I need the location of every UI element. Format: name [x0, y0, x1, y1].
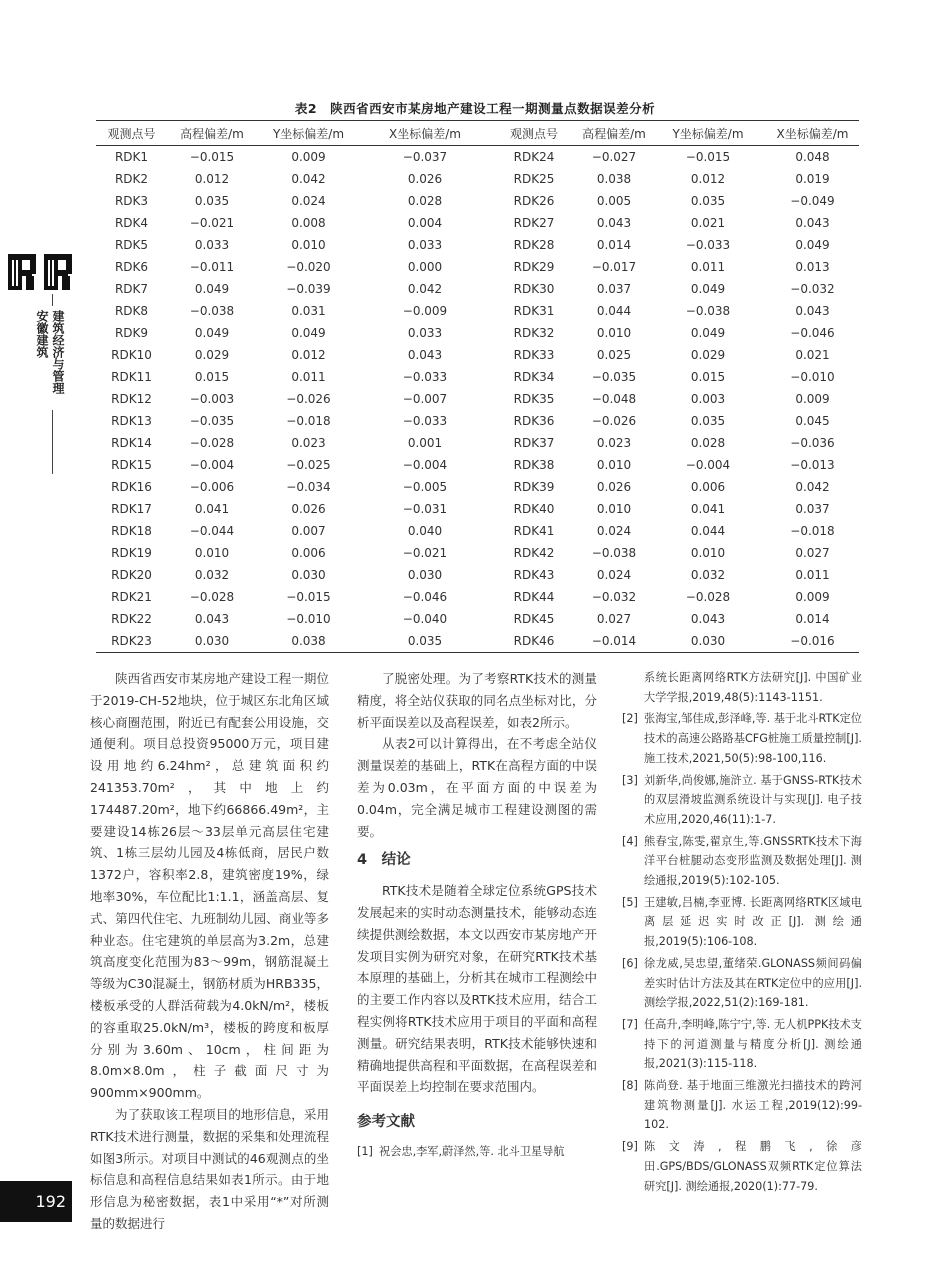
table-cell: −0.028 [685, 590, 731, 604]
table-header-cell: X坐标偏差/m [360, 121, 490, 146]
table-cell: 0.032 [194, 568, 230, 582]
table-cell: −0.014 [578, 630, 650, 653]
table-cell: −0.046 [402, 590, 448, 604]
reference-number: [8] [622, 1079, 638, 1093]
table-cell: RDK20 [111, 568, 152, 582]
side-divider-bottom [52, 410, 53, 474]
table-cell: −0.005 [402, 480, 448, 494]
reference-number: [2] [622, 712, 638, 726]
table-cell: RDK17 [111, 502, 152, 516]
table-cell: −0.049 [790, 194, 835, 208]
table-cell: RDK13 [111, 414, 152, 428]
table-cell: 0.030 [407, 568, 443, 582]
table-cell: 0.045 [795, 414, 830, 428]
table-cell: 0.049 [795, 238, 830, 252]
table-cell: 0.038 [596, 172, 632, 186]
table-cell: RDK36 [513, 414, 555, 428]
side-divider-top [52, 294, 53, 306]
table-cell: RDK35 [513, 392, 555, 406]
table-cell: −0.032 [790, 282, 835, 296]
table-header-cell: 高程偏差/m [578, 121, 650, 146]
journal-logo [4, 250, 76, 294]
table-cell: −0.036 [790, 436, 835, 450]
table-row [96, 212, 859, 234]
table-cell: 0.028 [407, 194, 443, 208]
table-cell: 0.035 [360, 630, 490, 653]
table-row [96, 344, 859, 366]
table-cell: 0.044 [690, 524, 726, 538]
reference-item [622, 1137, 862, 1196]
table-cell: RDK10 [111, 348, 152, 362]
table-cell: −0.020 [286, 260, 331, 274]
table-cell: −0.026 [286, 392, 331, 406]
table-cell: −0.015 [286, 590, 331, 604]
table-row [96, 498, 859, 520]
table-cell: −0.048 [591, 392, 637, 406]
table-cell: −0.039 [286, 282, 331, 296]
table-cell: RDK25 [513, 172, 555, 186]
table-cell: 0.038 [257, 630, 360, 653]
table-cell: 0.011 [291, 370, 326, 384]
table-cell: 0.010 [596, 502, 632, 516]
reference-item [622, 954, 862, 1013]
table-cell: 0.043 [596, 216, 632, 230]
table-cell: −0.018 [286, 414, 331, 428]
table-cell: 0.021 [690, 216, 726, 230]
table-cell: 0.011 [690, 260, 726, 274]
table-cell: 0.030 [167, 630, 257, 653]
table-cell: −0.028 [189, 590, 235, 604]
table-cell: RDK1 [114, 150, 149, 164]
table-cell: 0.006 [690, 480, 726, 494]
table-cell: RDK24 [513, 150, 555, 164]
table-cell: 0.009 [795, 590, 830, 604]
table-cell: RDK33 [513, 348, 555, 362]
table-cell: 0.027 [795, 546, 830, 560]
table-cell: 0.027 [596, 612, 632, 626]
table-cell: RDK16 [111, 480, 152, 494]
table-cell: RDK21 [111, 590, 152, 604]
table-cell: −0.032 [591, 590, 637, 604]
error-result-paragraph: 从表2可以计算得出，在不考虑全站仪测量误差的基础上，RTK在高程方面的中误差为0.03m，在平面方面的中误差为0.04m，完全满足城市工程建设测图的需要。 [357, 736, 597, 839]
table-cell: RDK28 [513, 238, 555, 252]
table-body [96, 146, 859, 653]
table-cell: 0.028 [690, 436, 726, 450]
table-cell: RDK9 [114, 326, 149, 340]
table-row [96, 168, 859, 190]
table-cell: −0.035 [591, 370, 637, 384]
table-cell: −0.035 [189, 414, 235, 428]
table-cell: 0.030 [291, 568, 326, 582]
table-cell: −0.034 [286, 480, 331, 494]
table-cell: RDK18 [111, 524, 152, 538]
table-cell: RDK8 [114, 304, 149, 318]
reference-item [622, 832, 862, 891]
table-row [96, 432, 859, 454]
table-cell: 0.010 [291, 238, 326, 252]
reference-text: 王建敏,吕楠,李亚博. 长距离网络RTK区域电离层延迟实时改正[J]. 测绘通报,2019(5):106-108. [644, 895, 862, 949]
table-cell: 0.024 [291, 194, 326, 208]
table-cell: −0.031 [402, 502, 448, 516]
table-cell: 0.037 [795, 502, 830, 516]
table-cell: −0.021 [189, 216, 235, 230]
table-cell: 0.026 [407, 172, 443, 186]
table-cell: 0.026 [291, 502, 326, 516]
journal-name-vertical [34, 310, 66, 394]
table-cell: RDK41 [513, 524, 555, 538]
table-cell: 0.029 [690, 348, 726, 362]
table-cell: −0.016 [766, 630, 859, 653]
table-cell: 0.043 [795, 304, 830, 318]
table-cell: 0.025 [596, 348, 632, 362]
table-cell: RDK22 [111, 612, 152, 626]
table-cell: 0.049 [690, 326, 726, 340]
table-cell: 0.012 [690, 172, 726, 186]
table-cell: 0.043 [194, 612, 230, 626]
table-cell: −0.004 [685, 458, 731, 472]
table-cell: 0.040 [407, 524, 443, 538]
conclusion-paragraph: RTK技术是随着全球定位系统GPS技术发展起来的实时动态测量技术，能够动态连续提供测绘数据，本文以西安市某房地产开发项目实例为研究对象，在研究RTK技术基本原理的基础上，分析其在城市工程测绘中的主要工作内容以及RTK技术应用，结合工程实例将RTK技术应用于项目的平面和高程测量。研究结果表明，RTK技术能够快速和精确地提供高程和平面数据，在高程误差和平面误差上均控制在要求范围内。 [357, 883, 597, 1095]
table-cell: RDK12 [111, 392, 152, 406]
table-row [96, 234, 859, 256]
table-cell: −0.011 [189, 260, 235, 274]
table-cell: −0.033 [402, 414, 448, 428]
table-cell: 0.042 [795, 480, 830, 494]
table-cell: RDK37 [513, 436, 555, 450]
reference-item [622, 1076, 862, 1135]
table-header-cell: Y坐标偏差/m [650, 121, 766, 146]
table-cell: 0.037 [596, 282, 632, 296]
reference-item-continued [622, 668, 862, 707]
table-cell: 0.042 [407, 282, 443, 296]
table-cell: 0.032 [690, 568, 726, 582]
table-cell: −0.015 [189, 150, 235, 164]
table-cell: RDK45 [513, 612, 555, 626]
table-cell: RDK38 [513, 458, 555, 472]
table-cell: RDK30 [513, 282, 555, 296]
journal-section-name: 建筑经济与管理 [51, 310, 65, 394]
table-cell: 0.009 [291, 150, 326, 164]
page-number: 192 [0, 1181, 72, 1222]
table-cell: 0.000 [407, 260, 443, 274]
table-cell: 0.042 [291, 172, 326, 186]
table-cell: 0.010 [194, 546, 230, 560]
table-row [96, 300, 859, 322]
table-cell: −0.040 [402, 612, 448, 626]
table-cell: RDK2 [114, 172, 149, 186]
table-cell: 0.019 [795, 172, 830, 186]
reference-text: 陈尚登. 基于地面三维激光扫描技术的跨河建筑物测量[J]. 水运工程,2019(12):99-102. [644, 1079, 862, 1132]
table-cell: 0.014 [596, 238, 632, 252]
table-cell: 0.010 [596, 458, 632, 472]
project-description-paragraph: 陕西省西安市某房地产建设工程一期位于2019-CH-52地块，位于城区东北角区域核心商圈范围，附近已有配套公用设施，交通便利。项目总投资95000万元，项目建设用地约6.24hm²，总建筑面积约241353.70m²，其中地上约174487.20m²，地下约66866.49m²，主要建设14栋26层～33层单元高层住宅建筑、1栋三层幼儿园及4栋低商，居民户数1372户，容积率2.8，建筑密度19%，绿地率30%，车位配比1:1.1，涵盖高层、复式、第四代住宅、九班制幼儿园、商业等多种业态。住宅建筑的单层高为3.2m，总建筑高度变化范围为83～99m，钢筋混凝土等级为C30混凝土，钢筋材质为HRB335，楼板承受的人群活荷载为4.0kN/m²，楼板的容重取25.0kN/m³，楼板的跨度和板厚分别为3.60m、10cm，柱间距为8.0m×8.0m，柱子截面尺寸为900mm×900mm。 [90, 671, 329, 1101]
reference-number: [1] [357, 1144, 373, 1158]
table-cell: 0.010 [596, 326, 632, 340]
table-cell: RDK6 [114, 260, 149, 274]
table-cell: 0.035 [690, 194, 726, 208]
reference-text: 祝会忠,李军,蔚泽然,等. 北斗卫星导航 [379, 1144, 565, 1158]
table-cell: 0.001 [407, 436, 443, 450]
text-column-1 [90, 668, 329, 1235]
table-cell: RDK4 [114, 216, 149, 230]
table-cell: 0.041 [194, 502, 230, 516]
table-cell: RDK11 [111, 370, 152, 384]
table-cell: 0.024 [596, 524, 632, 538]
reference-text: 任高升,李明峰,陈宁宁,等. 无人机PPK技术支持下的河道测量与精度分析[J]. 测绘通报,2021(3):115-118. [644, 1017, 862, 1071]
table-cell: −0.017 [591, 260, 637, 274]
reference-text: 徐龙威,吴忠望,董绪荣.GLONASS频间码偏差实时估计方法及其在RTK定位中的应用[J]. 测绘学报,2022,51(2):169-181. [644, 956, 862, 1010]
references-heading: 参考文献 [357, 1114, 415, 1131]
table-cell: RDK15 [111, 458, 152, 472]
rtk-method-paragraph: 为了获取该工程项目的地形信息，采用RTK技术进行测量，数据的采集和处理流程如图3所示。对项目中测试的46观测点的坐标信息和高程信息结果如表1所示。由于地形信息为秘密数据，表1中采用“*”对所测量的数据进行 [90, 1106, 329, 1231]
table-cell: −0.015 [685, 150, 731, 164]
table-cell: 0.041 [690, 502, 726, 516]
table-cell: RDK40 [513, 502, 555, 516]
table-cell: 0.011 [795, 568, 830, 582]
table-cell: −0.027 [591, 150, 637, 164]
table-cell: 0.035 [194, 194, 230, 208]
table-caption: 表2 陕西省西安市某房地产建设工程一期测量点数据误差分析 [294, 101, 656, 116]
table-cell: −0.025 [286, 458, 331, 472]
table-cell: RDK34 [513, 370, 555, 384]
table-cell: −0.010 [286, 612, 331, 626]
reference-item [622, 771, 862, 830]
table-cell: −0.026 [591, 414, 637, 428]
table-cell: 0.049 [194, 326, 230, 340]
reference-number: [4] [622, 834, 638, 848]
table-row [96, 190, 859, 212]
table-cell: −0.038 [591, 546, 637, 560]
table-row [96, 586, 859, 608]
table-cell: −0.004 [189, 458, 235, 472]
table-cell: −0.013 [790, 458, 835, 472]
table-cell: −0.009 [402, 304, 448, 318]
reference-item [622, 1015, 862, 1074]
table-cell: 0.026 [596, 480, 632, 494]
table-cell: 0.049 [690, 282, 726, 296]
table-cell: 0.033 [407, 238, 443, 252]
reference-number: [6] [622, 956, 638, 970]
table-header-cell: 观测点号 [96, 121, 167, 146]
table-cell: 0.044 [596, 304, 632, 318]
reference-item [357, 1142, 597, 1162]
table-cell: RDK44 [513, 590, 555, 604]
journal-title: 安徽建筑 [35, 310, 49, 358]
table-cell: −0.033 [402, 370, 448, 384]
table-cell: −0.006 [189, 480, 235, 494]
table-cell: RDK7 [114, 282, 149, 296]
table-cell: 0.033 [407, 326, 443, 340]
table-cell: RDK14 [111, 436, 152, 450]
conclusion-heading: 4 结论 [357, 852, 411, 869]
table-row [96, 476, 859, 498]
reference-item [622, 893, 862, 952]
table-cell: 0.010 [690, 546, 726, 560]
reference-item [622, 709, 862, 768]
table-cell: 0.006 [291, 546, 326, 560]
reference-number: [5] [622, 895, 638, 909]
table-cell: 0.009 [795, 392, 830, 406]
table-cell: 0.007 [291, 524, 326, 538]
table-cell: 0.049 [291, 326, 326, 340]
table-row [96, 388, 859, 410]
table-cell: RDK23 [96, 630, 167, 653]
reference-number: [3] [622, 773, 638, 787]
desensitize-paragraph: 了脱密处理。为了考察RTK技术的测量精度，将全站仪获取的同名点坐标对比，分析平面误差以及高程误差，如表2所示。 [357, 671, 597, 730]
table-cell: RDK39 [513, 480, 555, 494]
table-cell: 0.043 [407, 348, 443, 362]
table-header-cell: X坐标偏差/m [766, 121, 859, 146]
table-cell: RDK42 [513, 546, 555, 560]
table-row [96, 564, 859, 586]
table-cell: RDK3 [114, 194, 149, 208]
reference-text: 系统长距离网络RTK方法研究[J]. 中国矿业大学学报,2019,48(5):1143-1151. [644, 671, 862, 704]
table-cell: 0.005 [596, 194, 632, 208]
reference-number: [9] [622, 1140, 638, 1154]
table-cell: −0.037 [402, 150, 448, 164]
table-cell: RDK29 [513, 260, 555, 274]
table-cell: 0.015 [194, 370, 230, 384]
table-header-cell: Y坐标偏差/m [257, 121, 360, 146]
reference-number: [7] [622, 1017, 638, 1031]
table-cell: 0.003 [690, 392, 726, 406]
table-row [96, 520, 859, 542]
table-cell: 0.048 [795, 150, 830, 164]
table-cell: 0.043 [795, 216, 830, 230]
table-cell: 0.029 [194, 348, 230, 362]
table-row [96, 608, 859, 630]
table-cell: −0.010 [790, 370, 835, 384]
table-cell: −0.038 [685, 304, 731, 318]
table-cell: 0.043 [690, 612, 726, 626]
table-cell: 0.033 [194, 238, 230, 252]
reference-text: 张海宝,邹佳成,彭泽峰,等. 基于北斗RTK定位技术的高速公路路基CFG桩施工质量控制[J]. 施工技术,2021,50(5):98-100,116. [644, 712, 862, 765]
data-table [96, 120, 859, 653]
reference-text: 刘新华,尚俊娜,施浒立. 基于GNSS-RTK技术的双层滑坡监测系统设计与实现[J]. 电子技术应用,2020,46(11):1-7. [644, 773, 862, 826]
table-cell: 0.012 [194, 172, 230, 186]
table-cell: −0.021 [402, 546, 448, 560]
text-column-3 [622, 668, 862, 1196]
table-cell: 0.012 [291, 348, 326, 362]
table-row [96, 410, 859, 432]
table-cell: −0.018 [790, 524, 835, 538]
table-cell: −0.004 [402, 458, 448, 472]
table-cell: −0.033 [685, 238, 731, 252]
table-cell: RDK5 [114, 238, 149, 252]
table-row [96, 454, 859, 476]
table-cell: 0.014 [795, 612, 830, 626]
table-row [96, 278, 859, 300]
table-cell: 0.035 [690, 414, 726, 428]
table-cell: 0.008 [291, 216, 326, 230]
text-column-2 [357, 668, 597, 1162]
table-cell: 0.013 [795, 260, 830, 274]
table-cell: RDK27 [513, 216, 555, 230]
table-row [96, 366, 859, 388]
table-cell: 0.030 [650, 630, 766, 653]
table-cell: 0.023 [596, 436, 632, 450]
table-cell: −0.003 [189, 392, 235, 406]
table-cell: RDK46 [490, 630, 578, 653]
table-row [96, 146, 859, 169]
table-header-cell: 高程偏差/m [167, 121, 257, 146]
table-cell: 0.021 [795, 348, 830, 362]
table-cell: RDK31 [513, 304, 555, 318]
table-row [96, 542, 859, 564]
table-row [96, 630, 859, 653]
table-row [96, 256, 859, 278]
reference-list [622, 709, 862, 1196]
table-cell: 0.023 [291, 436, 326, 450]
table-cell: RDK32 [513, 326, 555, 340]
reference-text: 陈文涛,程鹏飞,徐彦田.GPS/BDS/GLONASS双频RTK定位算法研究[J]. 测绘通报,2020(1):77-79. [644, 1140, 862, 1193]
table-cell: RDK43 [513, 568, 555, 582]
table-cell: −0.046 [790, 326, 835, 340]
table-cell: −0.038 [189, 304, 235, 318]
reference-text: 熊春宝,陈雯,翟京生,等.GNSSRTK技术下海洋平台桩腿动态变形监测及数据处理[J]. 测绘通报,2019(5):102-105. [644, 834, 862, 888]
table-cell: 0.031 [291, 304, 326, 318]
table-cell: 0.015 [690, 370, 726, 384]
table-cell: 0.024 [596, 568, 632, 582]
table-header-cell: 观测点号 [490, 121, 578, 146]
table-row [96, 322, 859, 344]
table-cell: 0.049 [194, 282, 230, 296]
table-cell: −0.007 [402, 392, 448, 406]
table-cell: RDK26 [513, 194, 555, 208]
table-cell: −0.044 [189, 524, 235, 538]
table-header-row [96, 121, 859, 146]
table-cell: −0.028 [189, 436, 235, 450]
table-cell: RDK19 [111, 546, 152, 560]
table-cell: 0.004 [407, 216, 443, 230]
